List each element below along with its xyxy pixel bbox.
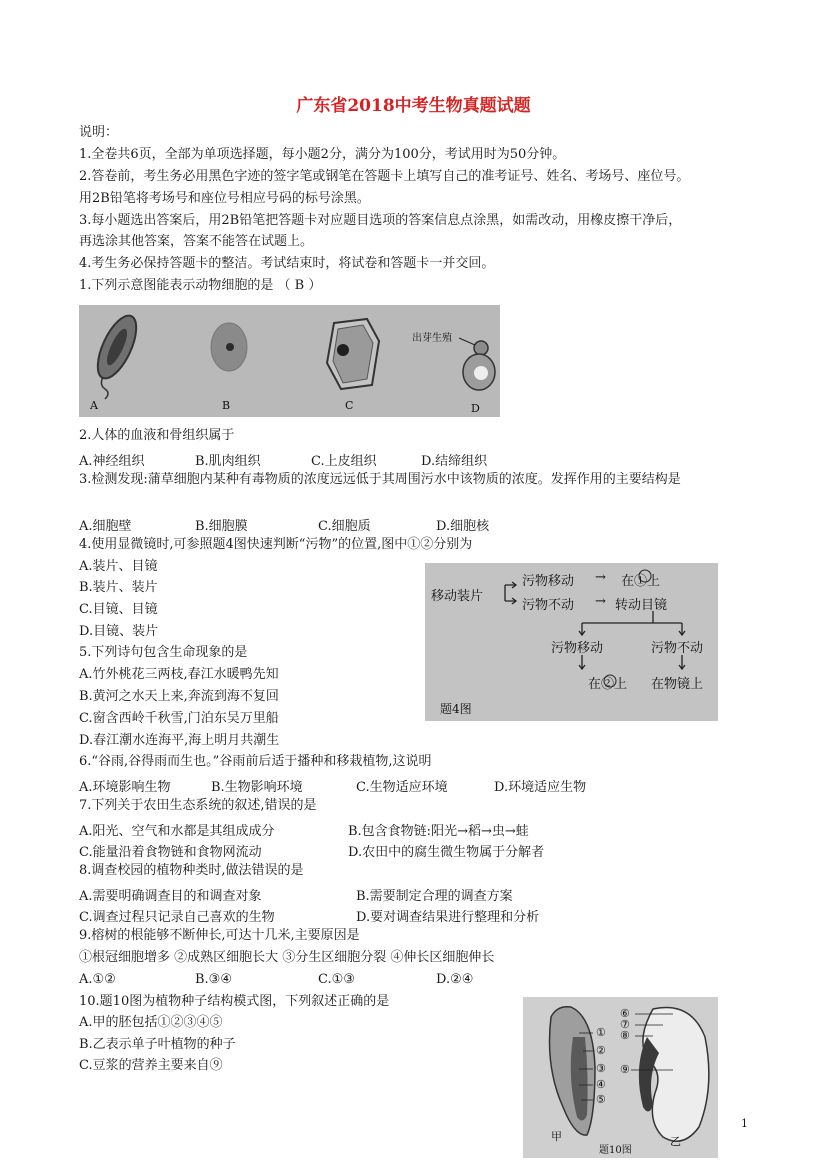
q4-flowchart-figure bbox=[425, 563, 718, 721]
question-3-stem: 3.检测发现:蒲草细胞内某种有毒物质的浓度远远低于其周围污水中该物质的浓度。发挥作用的主要结构是 bbox=[79, 472, 681, 487]
cell-diagrams bbox=[79, 305, 500, 417]
option: A.竹外桃花三两枝,春江水暖鸭先知 bbox=[79, 667, 279, 682]
option: D.要对调查结果进行整理和分析 bbox=[356, 910, 540, 925]
flow-start: 移动装片 bbox=[431, 589, 484, 604]
intro-line: 2.答卷前，考生务必用黑色字迹的签字笔或钢笔在答题卡上填写自己的准考证号、姓名、考场号、座位号。 bbox=[79, 169, 690, 184]
option: C.能量沿着食物链和食物网流动 bbox=[79, 845, 262, 860]
option: B.黄河之水天上来,奔流到海不复回 bbox=[79, 689, 279, 704]
option: B.包含食物链:阳光→稻→虫→蛙 bbox=[348, 824, 529, 839]
option: A.甲的胚包括①②③④⑤ bbox=[79, 1015, 223, 1030]
seed-label: ⑧ bbox=[620, 1029, 630, 1042]
option: C.①③ bbox=[318, 972, 355, 987]
option: A.阳光、空气和水都是其组成成分 bbox=[79, 824, 275, 839]
seed-label-jia: 甲 bbox=[551, 1130, 562, 1143]
option-label-c: C bbox=[345, 399, 354, 412]
q10-seed-figure bbox=[523, 997, 718, 1158]
intro-line: 1.全卷共6页，全部为单项选择题，每小题2分，满分为100分，考试用时为50分钟。 bbox=[79, 147, 566, 162]
flow-rotate-eyepiece: 转动目镜 bbox=[615, 598, 668, 613]
question-9-statements: ①根冠细胞增多 ②成熟区细胞长大 ③分生区细胞分裂 ④伸长区细胞伸长 bbox=[79, 950, 495, 965]
animal-cell bbox=[211, 323, 247, 371]
option-label-d: D bbox=[471, 402, 480, 415]
seed-label: ⑨ bbox=[620, 1063, 630, 1076]
option: B.需要制定合理的调查方案 bbox=[356, 889, 513, 904]
budding-label: 出芽生殖 bbox=[412, 333, 452, 344]
page-number: 1 bbox=[741, 1117, 748, 1130]
question-10-stem: 10.题10图为植物种子结构模式图，下列叙述正确的是 bbox=[79, 994, 390, 1009]
flow-arrow: → bbox=[595, 594, 606, 609]
question-9-stem: 9.榕树的根能够不断伸长,可达十几米,主要原因是 bbox=[79, 928, 360, 943]
bacterium-cell bbox=[90, 310, 144, 399]
option: D.春江潮水连海平,海上明月共潮生 bbox=[79, 733, 280, 748]
option: B.肌肉组织 bbox=[195, 454, 261, 469]
yeast-cell bbox=[459, 338, 495, 390]
flow-result-2: 在②上 bbox=[588, 677, 628, 692]
intro-line: 3.每小题选出答案后，用2B铅笔把答题卡对应题目选项的答案信息点涂黑，如需改动，用橡皮擦干净后， bbox=[79, 213, 682, 228]
seed-label: ③ bbox=[596, 1062, 606, 1075]
option: B.细胞膜 bbox=[195, 519, 248, 534]
flow-branch-moves-2: 污物移动 bbox=[551, 641, 604, 656]
option: A.装片、目镜 bbox=[79, 559, 158, 574]
intro-line: 4.考生务必保持答题卡的整洁。考试结束时，将试卷和答题卡一并交回。 bbox=[79, 256, 495, 271]
intro-line: 再选涂其他答案，答案不能答在试题上。 bbox=[79, 234, 314, 249]
seed-label: ⑤ bbox=[596, 1093, 606, 1106]
option: A.神经组织 bbox=[79, 454, 145, 469]
q1-cell-figure bbox=[79, 305, 500, 417]
question-7-stem: 7.下列关于农田生态系统的叙述,错误的是 bbox=[79, 798, 317, 813]
option: C.细胞质 bbox=[318, 519, 371, 534]
option: C.上皮组织 bbox=[311, 454, 377, 469]
option: D.环境适应生物 bbox=[494, 780, 587, 795]
option: D.②④ bbox=[436, 972, 474, 987]
option-label-a: A bbox=[90, 399, 98, 412]
option: C.窗含西岭千秋雪,门泊东吴万里船 bbox=[79, 711, 279, 726]
option: D.农田中的腐生微生物属于分解者 bbox=[348, 845, 545, 860]
question-2-stem: 2.人体的血液和骨组织属于 bbox=[79, 428, 235, 443]
question-4-stem: 4.使用显微镜时,可参照题4图快速判断“污物”的位置,图中①②分别为 bbox=[79, 537, 473, 552]
question-5-stem: 5.下列诗句包含生命现象的是 bbox=[79, 645, 248, 660]
seed-label: ⑥ bbox=[620, 1007, 630, 1020]
intro-line: 用2B铅笔将考场号和座位号相应号码的标号涂黑。 bbox=[79, 191, 370, 206]
page-title: 广东省2018中考生物真题试题 bbox=[296, 96, 531, 116]
option: D.结缔组织 bbox=[421, 454, 488, 469]
flow-result-3: 在物镜上 bbox=[651, 677, 704, 692]
option: D.目镜、装片 bbox=[79, 624, 159, 639]
option: A.细胞壁 bbox=[79, 519, 132, 534]
option: A.环境影响生物 bbox=[79, 780, 171, 795]
seed-label: ⑦ bbox=[620, 1018, 630, 1031]
option: A.①② bbox=[79, 972, 116, 987]
option: C.豆浆的营养主要来自⑨ bbox=[79, 1058, 223, 1073]
flow-result-1: 在①上 bbox=[621, 574, 661, 589]
flow-branch-still-2: 污物不动 bbox=[651, 641, 704, 656]
question-6-stem: 6.“谷雨,谷得雨而生也。”谷雨前后适于播种和移栽植物,这说明 bbox=[79, 754, 432, 769]
seed-label: ② bbox=[596, 1044, 606, 1057]
option: C.调查过程只记录自己喜欢的生物 bbox=[79, 910, 275, 925]
option: C.生物适应环境 bbox=[356, 780, 448, 795]
seed-label-yi: 乙 bbox=[670, 1135, 681, 1148]
figure-4-caption: 题4图 bbox=[440, 702, 472, 716]
option-label-b: B bbox=[222, 399, 231, 412]
figure-10-caption: 题10图 bbox=[599, 1145, 632, 1156]
option: D.细胞核 bbox=[436, 519, 490, 534]
seed-label: ④ bbox=[596, 1078, 606, 1091]
option: A.需要明确调查目的和调查对象 bbox=[79, 889, 262, 904]
flow-branch-moves: 污物移动 bbox=[522, 574, 575, 589]
option: B.③④ bbox=[195, 972, 232, 987]
question-8-stem: 8.调查校园的植物种类时,做法错误的是 bbox=[79, 863, 304, 878]
question-1-stem: 1.下列示意图能表示动物细胞的是 （ B ） bbox=[79, 278, 322, 293]
plant-cell bbox=[327, 319, 379, 389]
flow-arrow: → bbox=[595, 570, 606, 585]
option: C.目镜、目镜 bbox=[79, 602, 158, 617]
option: B.生物影响环境 bbox=[211, 780, 303, 795]
option: B.装片、装片 bbox=[79, 580, 158, 595]
option: B.乙表示单子叶植物的种子 bbox=[79, 1037, 236, 1052]
intro-heading: 说明： bbox=[79, 125, 119, 140]
seed-label: ① bbox=[596, 1026, 606, 1039]
flow-branch-still: 污物不动 bbox=[522, 598, 575, 613]
